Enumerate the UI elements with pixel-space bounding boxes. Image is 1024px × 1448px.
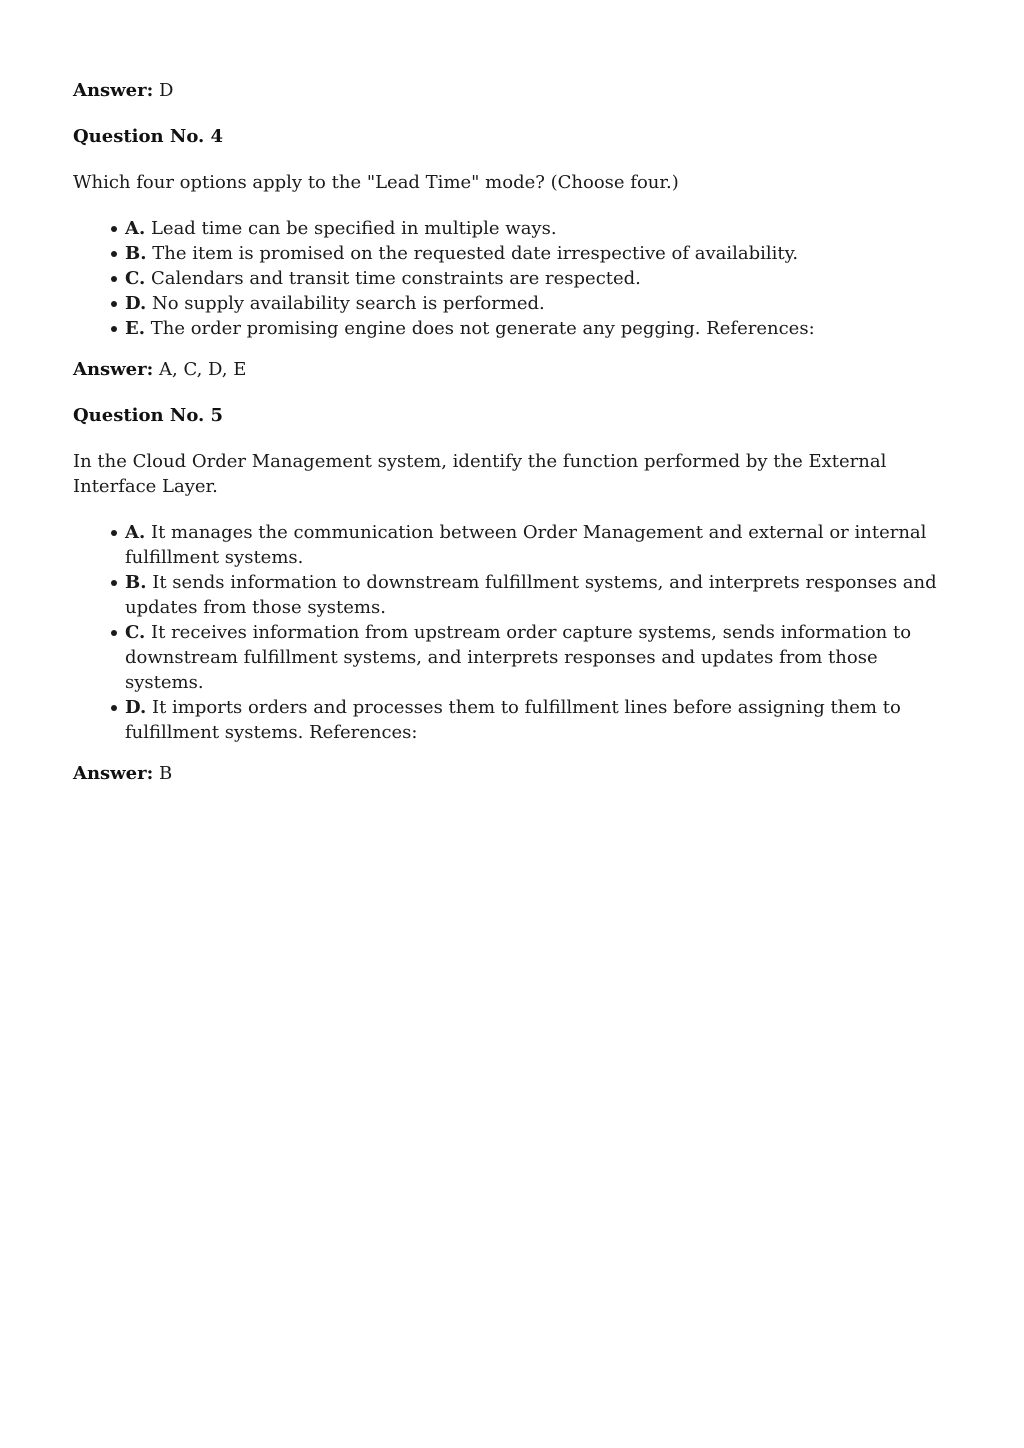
option-text: It imports orders and processes them to fulfillment lines before assigning them to fulfillment systems. References: bbox=[125, 697, 901, 743]
answer-label: Answer: bbox=[73, 763, 154, 784]
option-text: It manages the communication between Order Management and external or internal fulfillment systems. bbox=[125, 522, 927, 568]
question-5-title: Question No. 5 bbox=[73, 405, 224, 426]
option-text: Calendars and transit time constraints are respected. bbox=[151, 268, 641, 289]
question-4-answer bbox=[73, 357, 943, 382]
answer-value: D bbox=[159, 80, 174, 101]
option-a bbox=[125, 520, 943, 570]
option-text: It sends information to downstream fulfillment systems, and interprets responses and updates from those systems. bbox=[125, 572, 937, 618]
question-4-options bbox=[73, 216, 943, 341]
option-letter: A. bbox=[125, 218, 146, 239]
option-letter: B. bbox=[125, 243, 147, 264]
option-text: The order promising engine does not generate any pegging. References: bbox=[150, 318, 815, 339]
option-b bbox=[125, 241, 943, 266]
option-e bbox=[125, 316, 943, 341]
answer-line-previous bbox=[73, 78, 943, 103]
option-text: It receives information from upstream order capture systems, sends information to downstream fulfillment systems, and interprets responses and updates from those systems. bbox=[125, 622, 912, 693]
option-letter: E. bbox=[125, 318, 145, 339]
option-letter: C. bbox=[125, 268, 146, 289]
option-letter: C. bbox=[125, 622, 146, 643]
question-4-text: Which four options apply to the "Lead Time" mode? (Choose four.) bbox=[73, 172, 679, 193]
option-a bbox=[125, 216, 943, 241]
answer-value: B bbox=[159, 763, 173, 784]
question-5-answer bbox=[73, 761, 943, 786]
option-letter: D. bbox=[125, 697, 147, 718]
option-letter: B. bbox=[125, 572, 147, 593]
option-d bbox=[125, 291, 943, 316]
option-c bbox=[125, 266, 943, 291]
document-page bbox=[73, 78, 943, 807]
answer-label: Answer: bbox=[73, 80, 154, 101]
question-5-text: In the Cloud Order Management system, identify the function performed by the External Interface Layer. bbox=[73, 451, 887, 497]
option-letter: A. bbox=[125, 522, 146, 543]
question-4-title: Question No. 4 bbox=[73, 126, 224, 147]
option-b bbox=[125, 570, 943, 620]
question-5-options bbox=[73, 520, 943, 745]
option-text: Lead time can be specified in multiple ways. bbox=[150, 218, 557, 239]
option-letter: D. bbox=[125, 293, 147, 314]
option-d bbox=[125, 695, 943, 745]
option-text: No supply availability search is performed. bbox=[151, 293, 545, 314]
answer-value: A, C, D, E bbox=[159, 359, 247, 380]
option-c bbox=[125, 620, 943, 695]
answer-label: Answer: bbox=[73, 359, 154, 380]
option-text: The item is promised on the requested date irrespective of availability. bbox=[152, 243, 799, 264]
